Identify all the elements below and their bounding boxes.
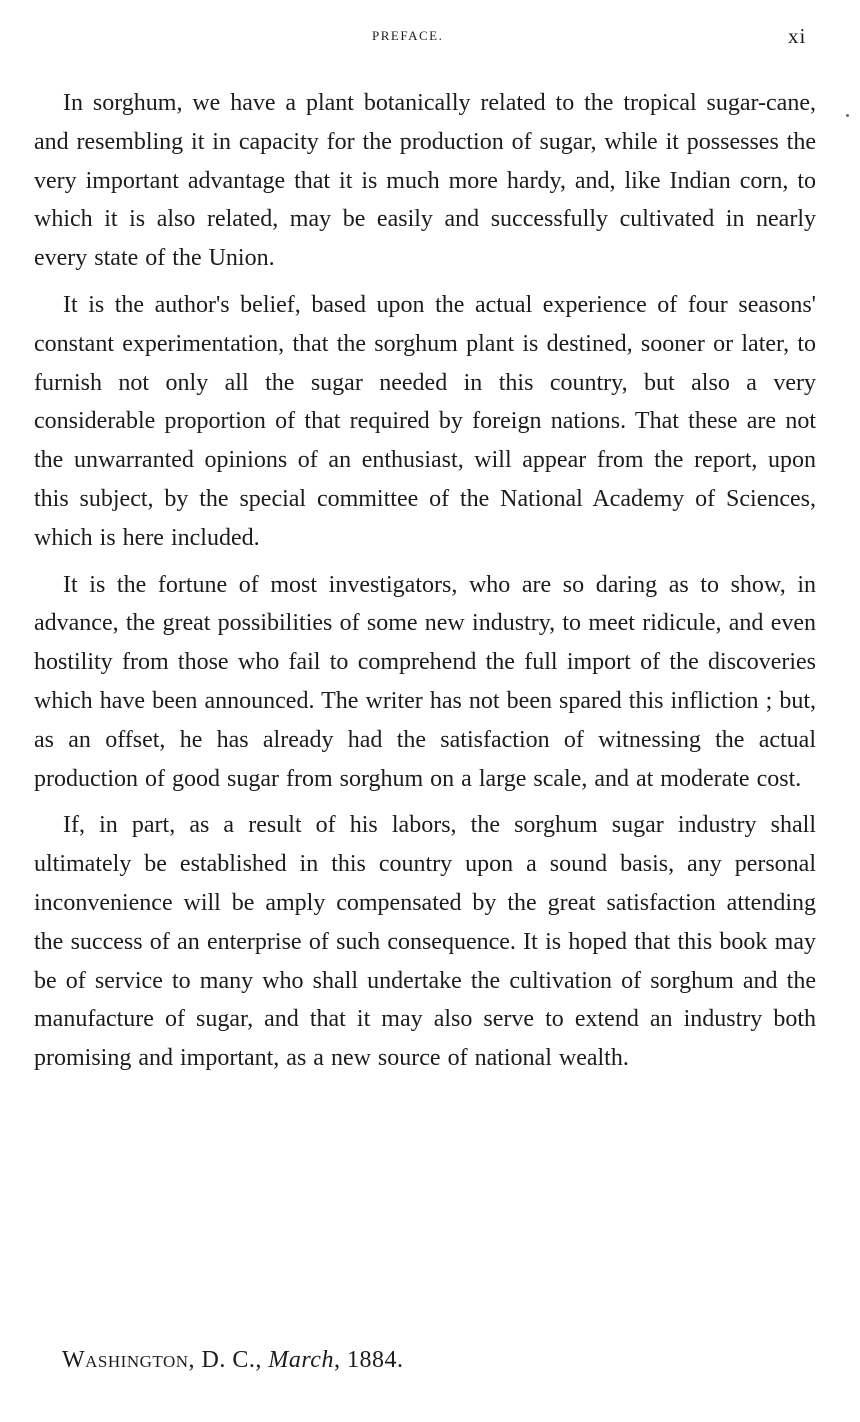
- dateline-place: Washington: [62, 1347, 189, 1373]
- dateline: Washington, D. C., March, 1884.: [62, 1347, 404, 1373]
- dateline-year: 1884.: [346, 1347, 404, 1373]
- dateline-month: March: [268, 1347, 334, 1373]
- preface-body: [34, 84, 816, 1086]
- page-number: xi: [788, 24, 807, 48]
- dateline-state: D. C.,: [201, 1347, 262, 1373]
- paragraph-3: It is the fortune of most investigators, who are so daring as to show, in advance, the great possibilities of some new industry, to meet ridicule, and even hostility from those who fail to comprehend the full import of the discoveries which have been announced. The writer has not been spared this infliction ; but, as an offset, he has already had the satisfaction of witnessing the actual production of good sugar from sorghum on a large scale, and at moderate cost.: [34, 571, 816, 792]
- page-header: [0, 24, 860, 48]
- paragraph-1: In sorghum, we have a plant botanically related to the tropical sugar-cane, and resembling it in capacity for the production of sugar, while it possesses the very important advantage that it is much more hardy, and, like Indian corn, to which it is also related, may be easily and successfully cultivated in nearly every state of the Union.: [34, 90, 816, 272]
- running-title: PREFACE.: [372, 28, 444, 43]
- print-speck: [846, 114, 849, 117]
- paragraph-4: If, in part, as a result of his labors, the sorghum sugar industry shall ultimately be established in this country upon a sound basis, any personal inconvenience will be amply compensated by the great satisfaction attending the success of an enterprise of such consequence. It is hoped that this book may be of service to many who shall undertake the cultivation of sorghum and the manufacture of sugar, and that it may also serve to extend an industry both promising and important, as a new source of national wealth.: [34, 812, 816, 1072]
- paragraph-2: It is the author's belief, based upon the actual experience of four seasons' constant experimentation, that the sorghum plant is destined, sooner or later, to furnish not only all the sugar needed in this country, but also a very considerable proportion of that required by foreign nations. That these are not the unwarranted opinions of an enthusiast, will appear from the report, upon this subject, by the special committee of the National Academy of Sciences, which is here included.: [34, 291, 816, 551]
